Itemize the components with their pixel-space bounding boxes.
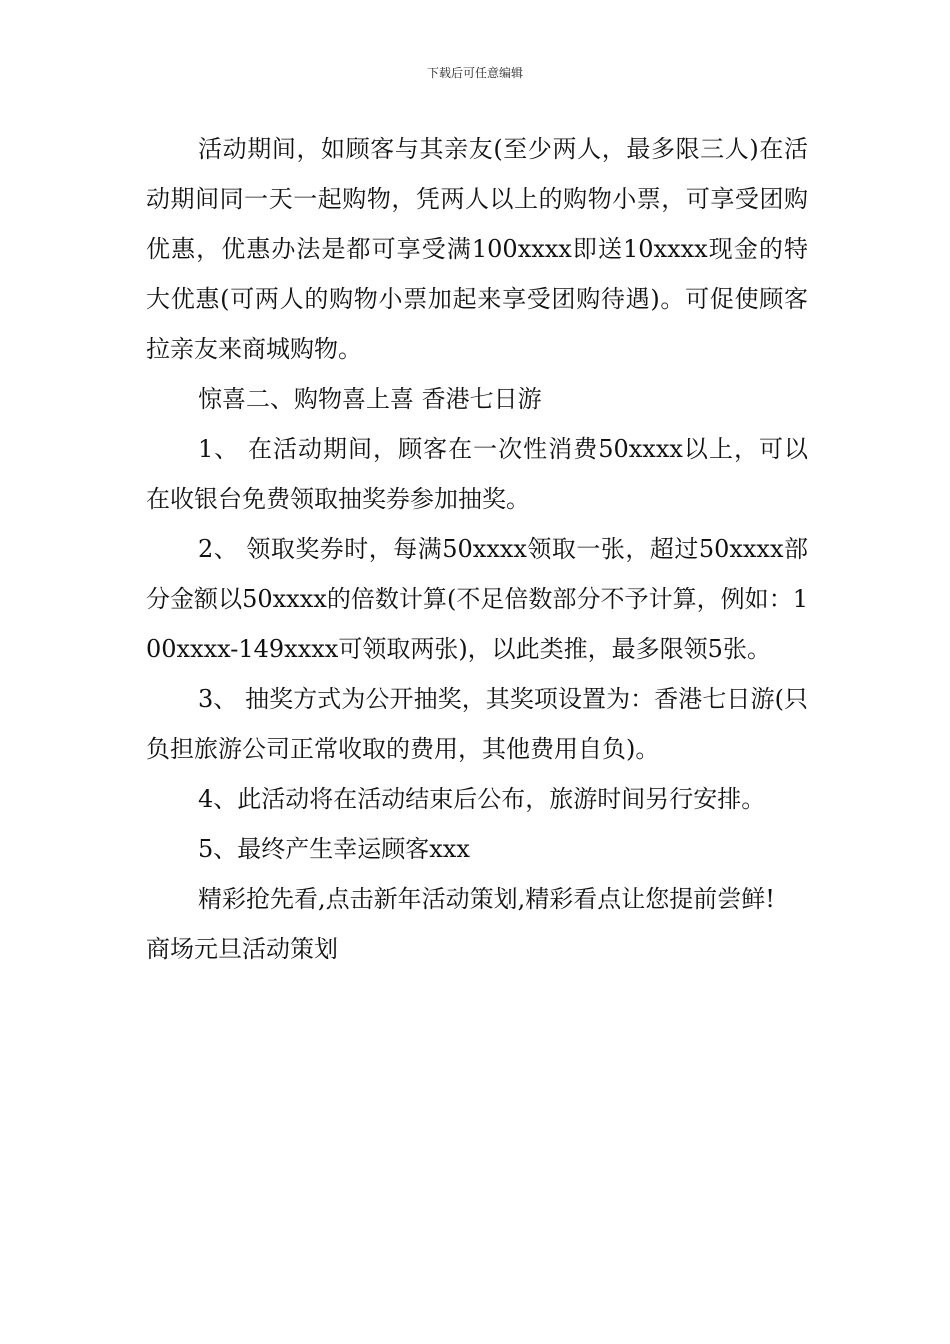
paragraph-group-buy: 活动期间，如顾客与其亲友(至少两人，最多限三人)在活动期间同一天一起购物，凭两人以上的购物小票，可享受团购优惠，优惠办法是都可享受满100xxxx即送10xxxx现金的特大优惠(可两人的购物小票加起来享受团购待遇)。可促使顾客拉亲友来商城购物。: [146, 135, 808, 363]
rule-item-5: 5、最终产生幸运顾客xxx: [198, 835, 470, 863]
rule-item-1: 1、 在活动期间，顾客在一次性消费50xxxx以上，可以在收银台免费领取抽奖券参加抽奖。: [146, 435, 808, 513]
promo-link-paragraph: 精彩抢先看,点击新年活动策划,精彩看点让您提前尝鲜!: [198, 885, 775, 913]
rule-item-3: 3、 抽奖方式为公开抽奖，其奖项设置为：香港七日游(只负担旅游公司正常收取的费用，其他费用自负)。: [146, 685, 808, 763]
section-heading-surprise-two: 惊喜二、购物喜上喜 香港七日游: [198, 385, 542, 413]
page-header-note: 下载后可任意编辑: [426, 66, 523, 80]
document-body: [146, 124, 808, 974]
closing-title: 商场元旦活动策划: [146, 935, 338, 963]
rule-item-4: 4、此活动将在活动结束后公布，旅游时间另行安排。: [198, 785, 766, 813]
rule-item-2: 2、 领取奖券时，每满50xxxx领取一张，超过50xxxx部分金额以50xxxx的倍数计算(不足倍数部分不予计算，例如：100xxxx-149xxxx可领取两张)，以此类推，最多限领5张。: [146, 535, 808, 663]
